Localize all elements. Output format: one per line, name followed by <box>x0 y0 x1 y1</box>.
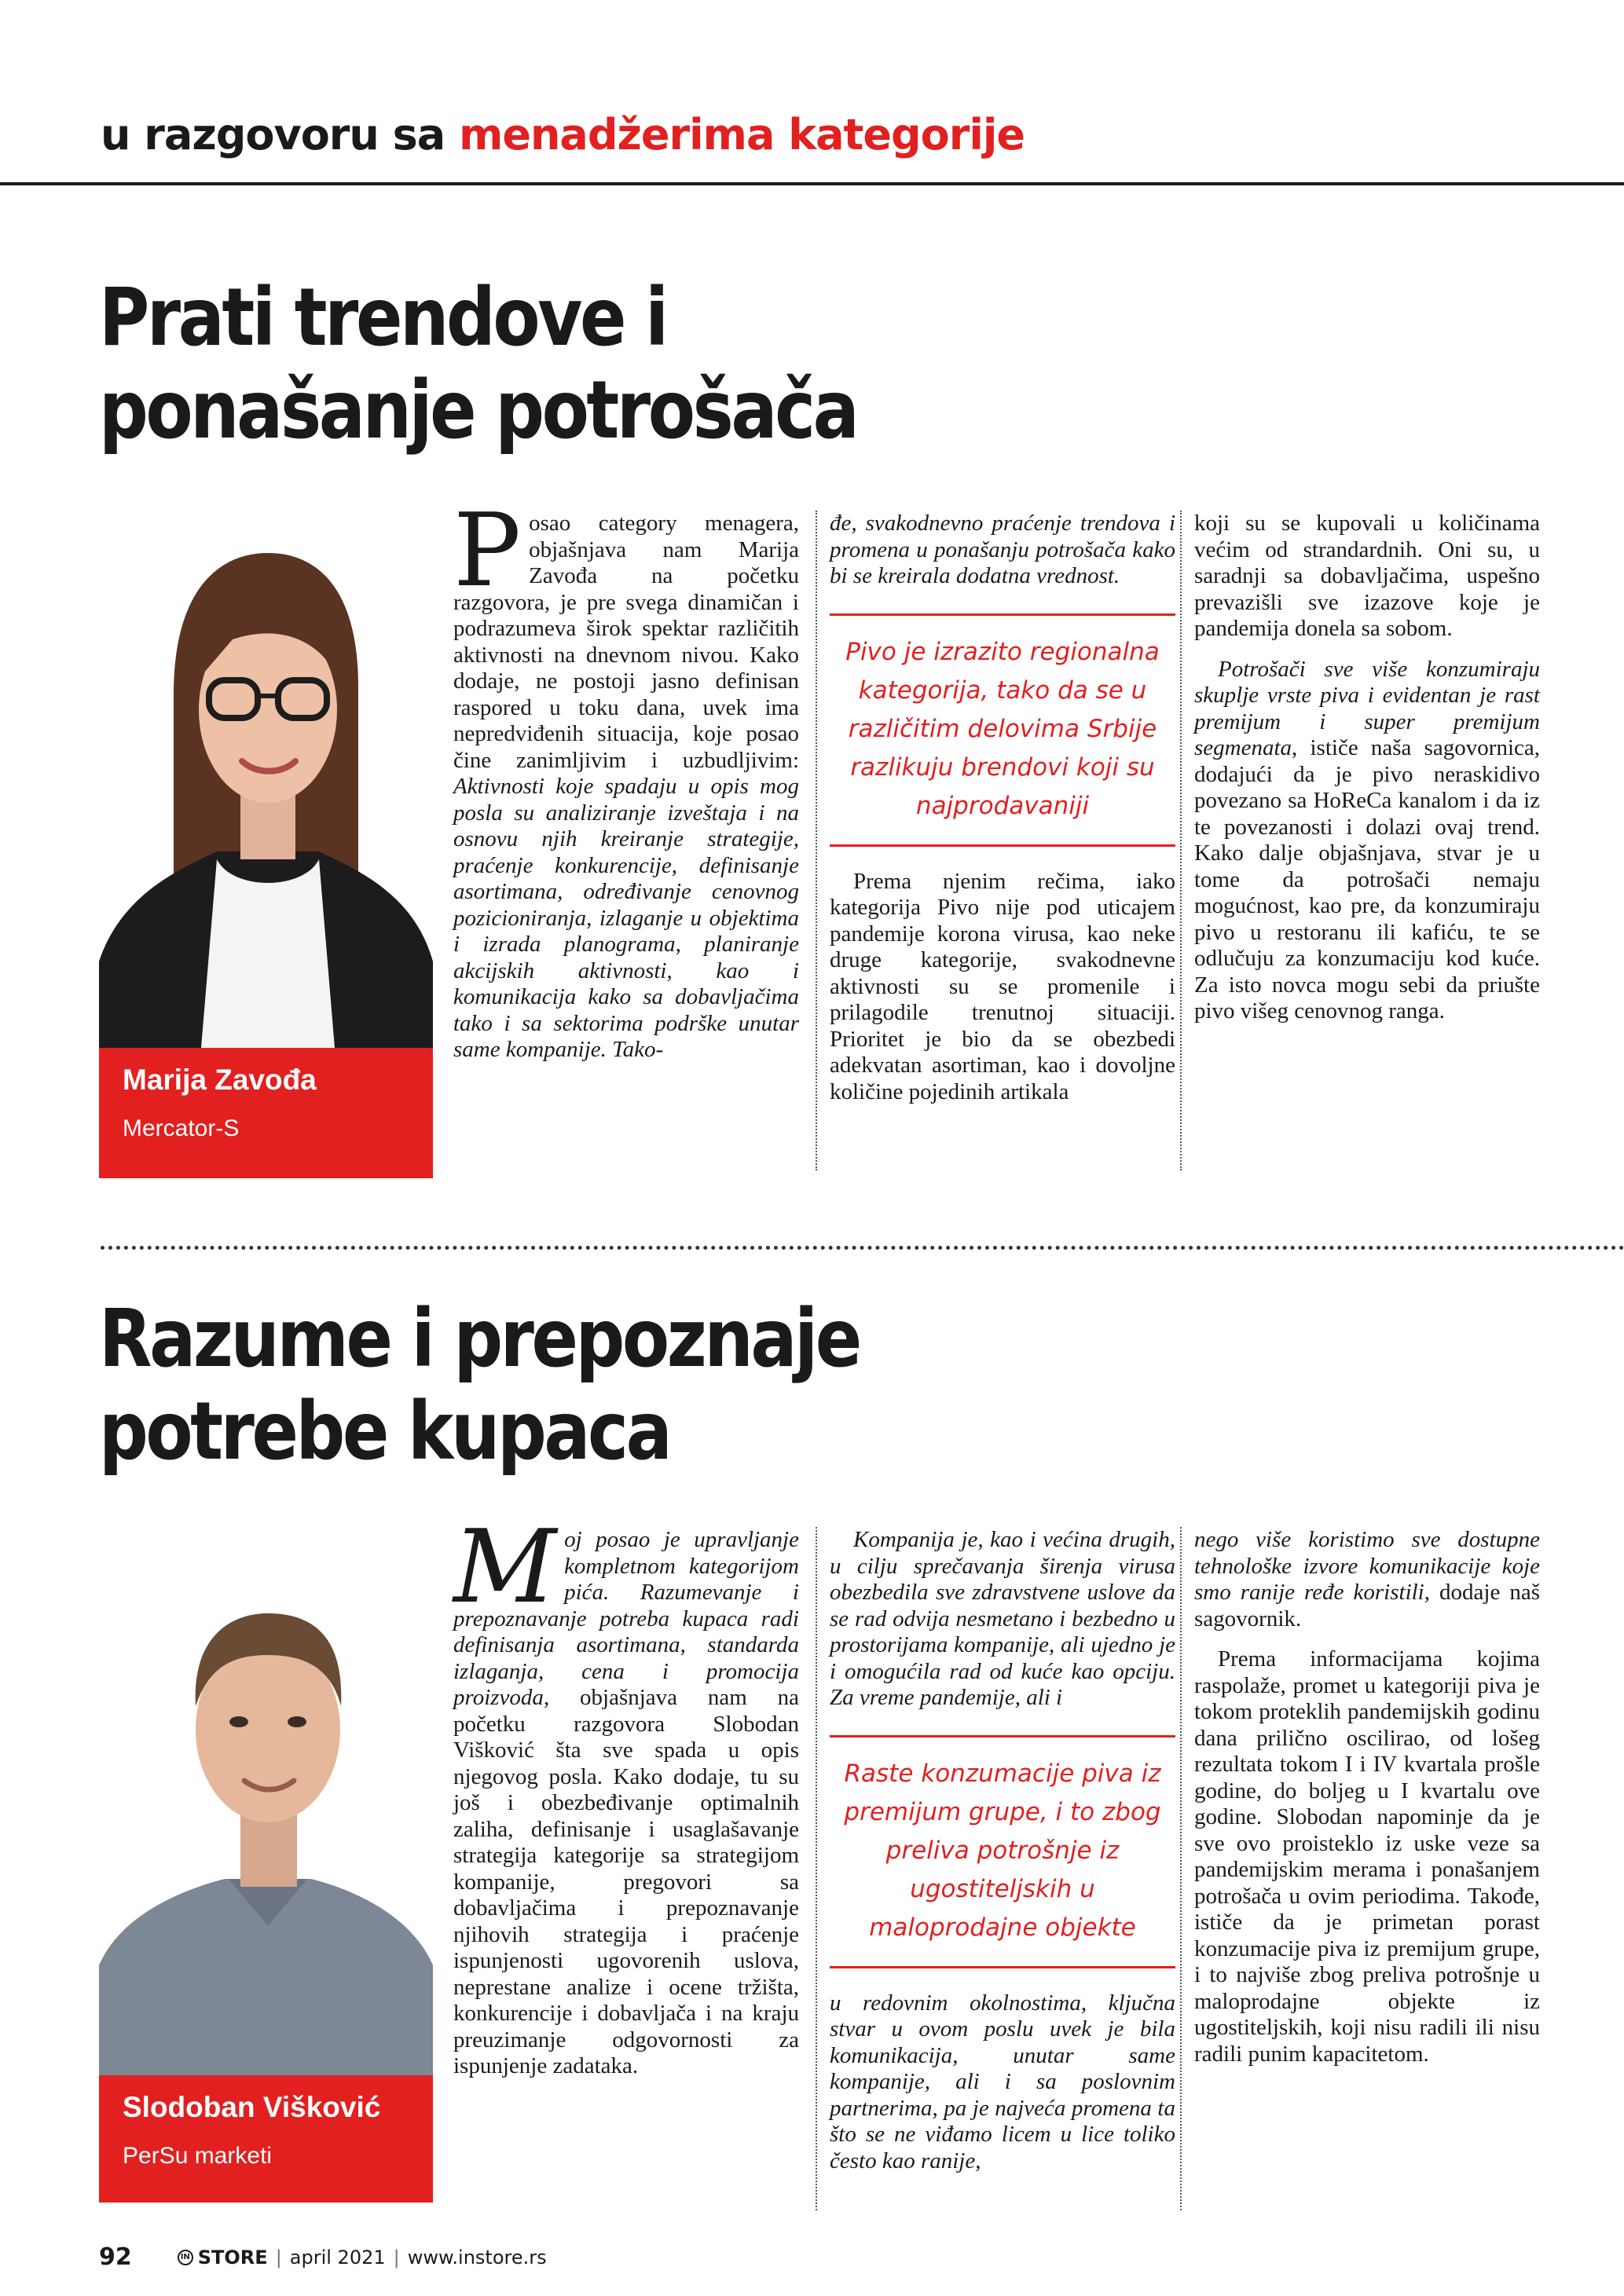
column-divider <box>1180 511 1182 1170</box>
article1-col3-quote: Potrošači sve više konzumiraju skuplje vrste piva i evidentan je rast premijum i super premijum segmenata <box>1194 656 1540 760</box>
article2-quote-text: oj posao je upravljanje kompletnom kategorijom pića. Razumevanje i prepoznavanje potreba kupaca radi definisanja asortimana, standarda izlaganja, cena i promocija proizvoda <box>453 1527 799 1710</box>
article2-column-1 <box>453 1509 799 2094</box>
article1-title-line2: ponašanje potrošača <box>99 364 857 457</box>
article2-person-name: Slodoban Višković <box>123 2091 381 2123</box>
kicker-accent: menadžerima kategorije <box>459 110 1025 159</box>
article2-caption <box>99 2075 433 2203</box>
instore-logo-icon: IN <box>178 2250 193 2265</box>
article1-column-2 <box>830 511 1175 1119</box>
article1-quote-text: Aktivnosti koje spadaju u opis mog posla su analiziranje izveštaja i na osnovu njih kreiranje strategije, praćenje konkurencije, definisanje asortimana, određivanje cenovnog pozicioniranja, izlaganje u objektima i izrada planograma, planiranje akcijskih aktivnosti, kao i komunikacija kako sa dobavljačima tako i sa sektorima podrške unutar same kompanije. Tako- <box>453 774 799 1062</box>
article1-col2-paragraph: Prema njenim rečima, iako kategorija Pivo nije pod uticajem pandemije korona virusa, kao neke druge kategorije, svakodnevne aktivnosti su se promenile i prilagodile trenutnoj situaciji. Prioritet je bio da se obezbedi adekvatan asortiman, kao i dovoljne količine pojedinih artikala <box>830 868 1175 1104</box>
article2-pullquote: Raste konzumacije piva iz premijum grupe, i to zbog preliva potrošnje iz ugostiteljskih u maloprodajne objekte <box>830 1735 1175 1968</box>
article1-caption <box>99 1048 433 1178</box>
article2-col2-quote: Kompanija je, kao i većina drugih, u cilju sprečavanja širenja virusa obezbedila sve zdravstvene uslove da se rad odvija nesmetano i bezbedno u prostorijama kompanije, ali ujedno je i omogućila rad od kuće kao opciju. Za vreme pandemije, ali i <box>830 1527 1175 1710</box>
instore-logo <box>178 2247 268 2269</box>
logo-text: STORE <box>197 2246 268 2269</box>
article1-column-3 <box>1194 511 1540 1039</box>
article1-portrait <box>99 522 433 1178</box>
column-divider <box>816 1527 817 2210</box>
article2-person-company: PerSu marketi <box>123 2143 273 2169</box>
article1-dropcap: P <box>453 493 522 610</box>
page-number: 92 <box>99 2243 132 2271</box>
article1-col3-paragraph2: , ističe naša sagovornica, dodajući da je pivo neraskidivo povezano sa HoReCa kanalom i da iz te povezanosti i dolazi ovaj trend. Kako dalje objašnjava, stvar je u tome da potrošači nemaju mogućnost, kao pre, da konzumiraju pivo u restoranu ili kafiću, te se odlučuju za konzumaciju kod kuće. Za isto novca mogu sebi da priušte pivo višeg cenovnog ranga. <box>1194 735 1540 1023</box>
article2-col3-text: , dodaje naš sagovornik. <box>1194 1580 1540 1631</box>
column-divider <box>1180 1527 1182 2210</box>
header-rule <box>0 182 1624 185</box>
article1-title <box>99 272 856 457</box>
article2-col3-quote: nego više koristimo sve dostupne tehnološke izvore komunikacije koje smo ranije ređe koristili <box>1194 1527 1540 1605</box>
website-link[interactable]: www.instore.rs <box>407 2246 547 2269</box>
article1-lead-text: osao category menagera, objašnjava nam Marija Zavođa na početku razgovora, je pre svega dinamičan i podrazumeva širok spektar različitih aktivnosti na dnevnom nivou. Kako dodaje, ne postoji jasno definisan raspored u toku dana, uvek ima nepredviđenih situacija, koje posao čine zanimljivim i uzbudljivim: <box>453 511 799 773</box>
article2-title-line1: Razume i prepoznaje <box>99 1292 860 1386</box>
article2-column-3 <box>1194 1527 1540 2082</box>
article1-person-name: Marija Zavođa <box>123 1064 317 1096</box>
article1-col3-paragraph1: koji su se kupovali u količinama većim od strandardnih. Oni su, u saradnji sa dobavljačima, uspešno prevazišli sve izazove koje je pandemija donela sa sobom. <box>1194 511 1540 641</box>
portrait-woman-image <box>99 522 433 1048</box>
issue-date: april 2021 <box>289 2246 386 2269</box>
article2-title-line2: potrebe kupaca <box>99 1385 670 1478</box>
page-footer: 92 IN STORE | april 2021 | www.instore.rs <box>99 2243 547 2271</box>
article2-lead-text: , objašnjava nam na početku razgovora Slobodan Višković šta sve spada u opis njegovog posla. Kako dodaje, tu su još i obezbeđivanje optimalnih zaliha, definisanje i usaglašavanje strategija kategorije sa strategijom kompanije, pregovori sa dobavljačima i prepoznavanje njihovih strategija i praćenje ispunjenosti ugovorenih uslova, neprestane analize i ocene tržišta, konkurencije i dobavljača i na kraju preuzimanje odgovornosti za ispunjenje zadataka. <box>453 1685 799 2078</box>
article2-column-2 <box>830 1527 1175 2188</box>
article2-col3-paragraph2: Prema informacijama kojima raspolaže, promet u kategoriji piva je tokom proteklih pandemijskih godinu dana prilično oscilirao, od lošeg rezultata tokom I i IV kvartala prošle godine, do boljeg u I kvartalu ove godine. Slobodan napominje da je sve ovo proisteklo iz uske veze sa pandemijskim merama i ponašanjem potrošača u ovim periodima. Takođe, ističe da je primetan porast konzumacije piva iz premijum grupe, i to najviše zbog preliva potrošnje u maloprodajne objekte iz ugostiteljskih, koji nisu radili ili nisu radili punim kapacitetom. <box>1194 1646 1540 2067</box>
section-separator <box>101 1246 1624 1250</box>
portrait-man-image <box>99 1557 433 2075</box>
article2-dropcap: M <box>453 1509 557 1626</box>
kicker-plain: u razgovoru sa <box>101 110 445 159</box>
article2-portrait <box>99 1557 433 2203</box>
section-kicker <box>101 110 1025 159</box>
article2-title <box>99 1293 860 1478</box>
article1-column-1 <box>453 493 799 1078</box>
article1-title-line1: Prati trendove i <box>99 271 666 364</box>
article2-col2-quote2: u redovnim okolnostima, ključna stvar u ovom poslu uvek je bila komunikacija, unutar same kompanije, ali i sa poslovnim partnerima, pa je najveća promena ta što se ne viđamo licem u lice toliko često kao ranije, <box>830 1990 1175 2173</box>
article1-person-company: Mercator-S <box>123 1115 240 1141</box>
article1-col2-quote: đe, svakodnevno praćenje trendova i promena u ponašanju potrošača kako bi se kreirala dodatna vrednost. <box>830 511 1175 588</box>
column-divider <box>816 511 817 1170</box>
article1-pullquote: Pivo je izrazito regionalna kategorija, tako da se u različitim delovima Srbije razlikuju brendovi koji su najprodavaniji <box>830 613 1175 847</box>
